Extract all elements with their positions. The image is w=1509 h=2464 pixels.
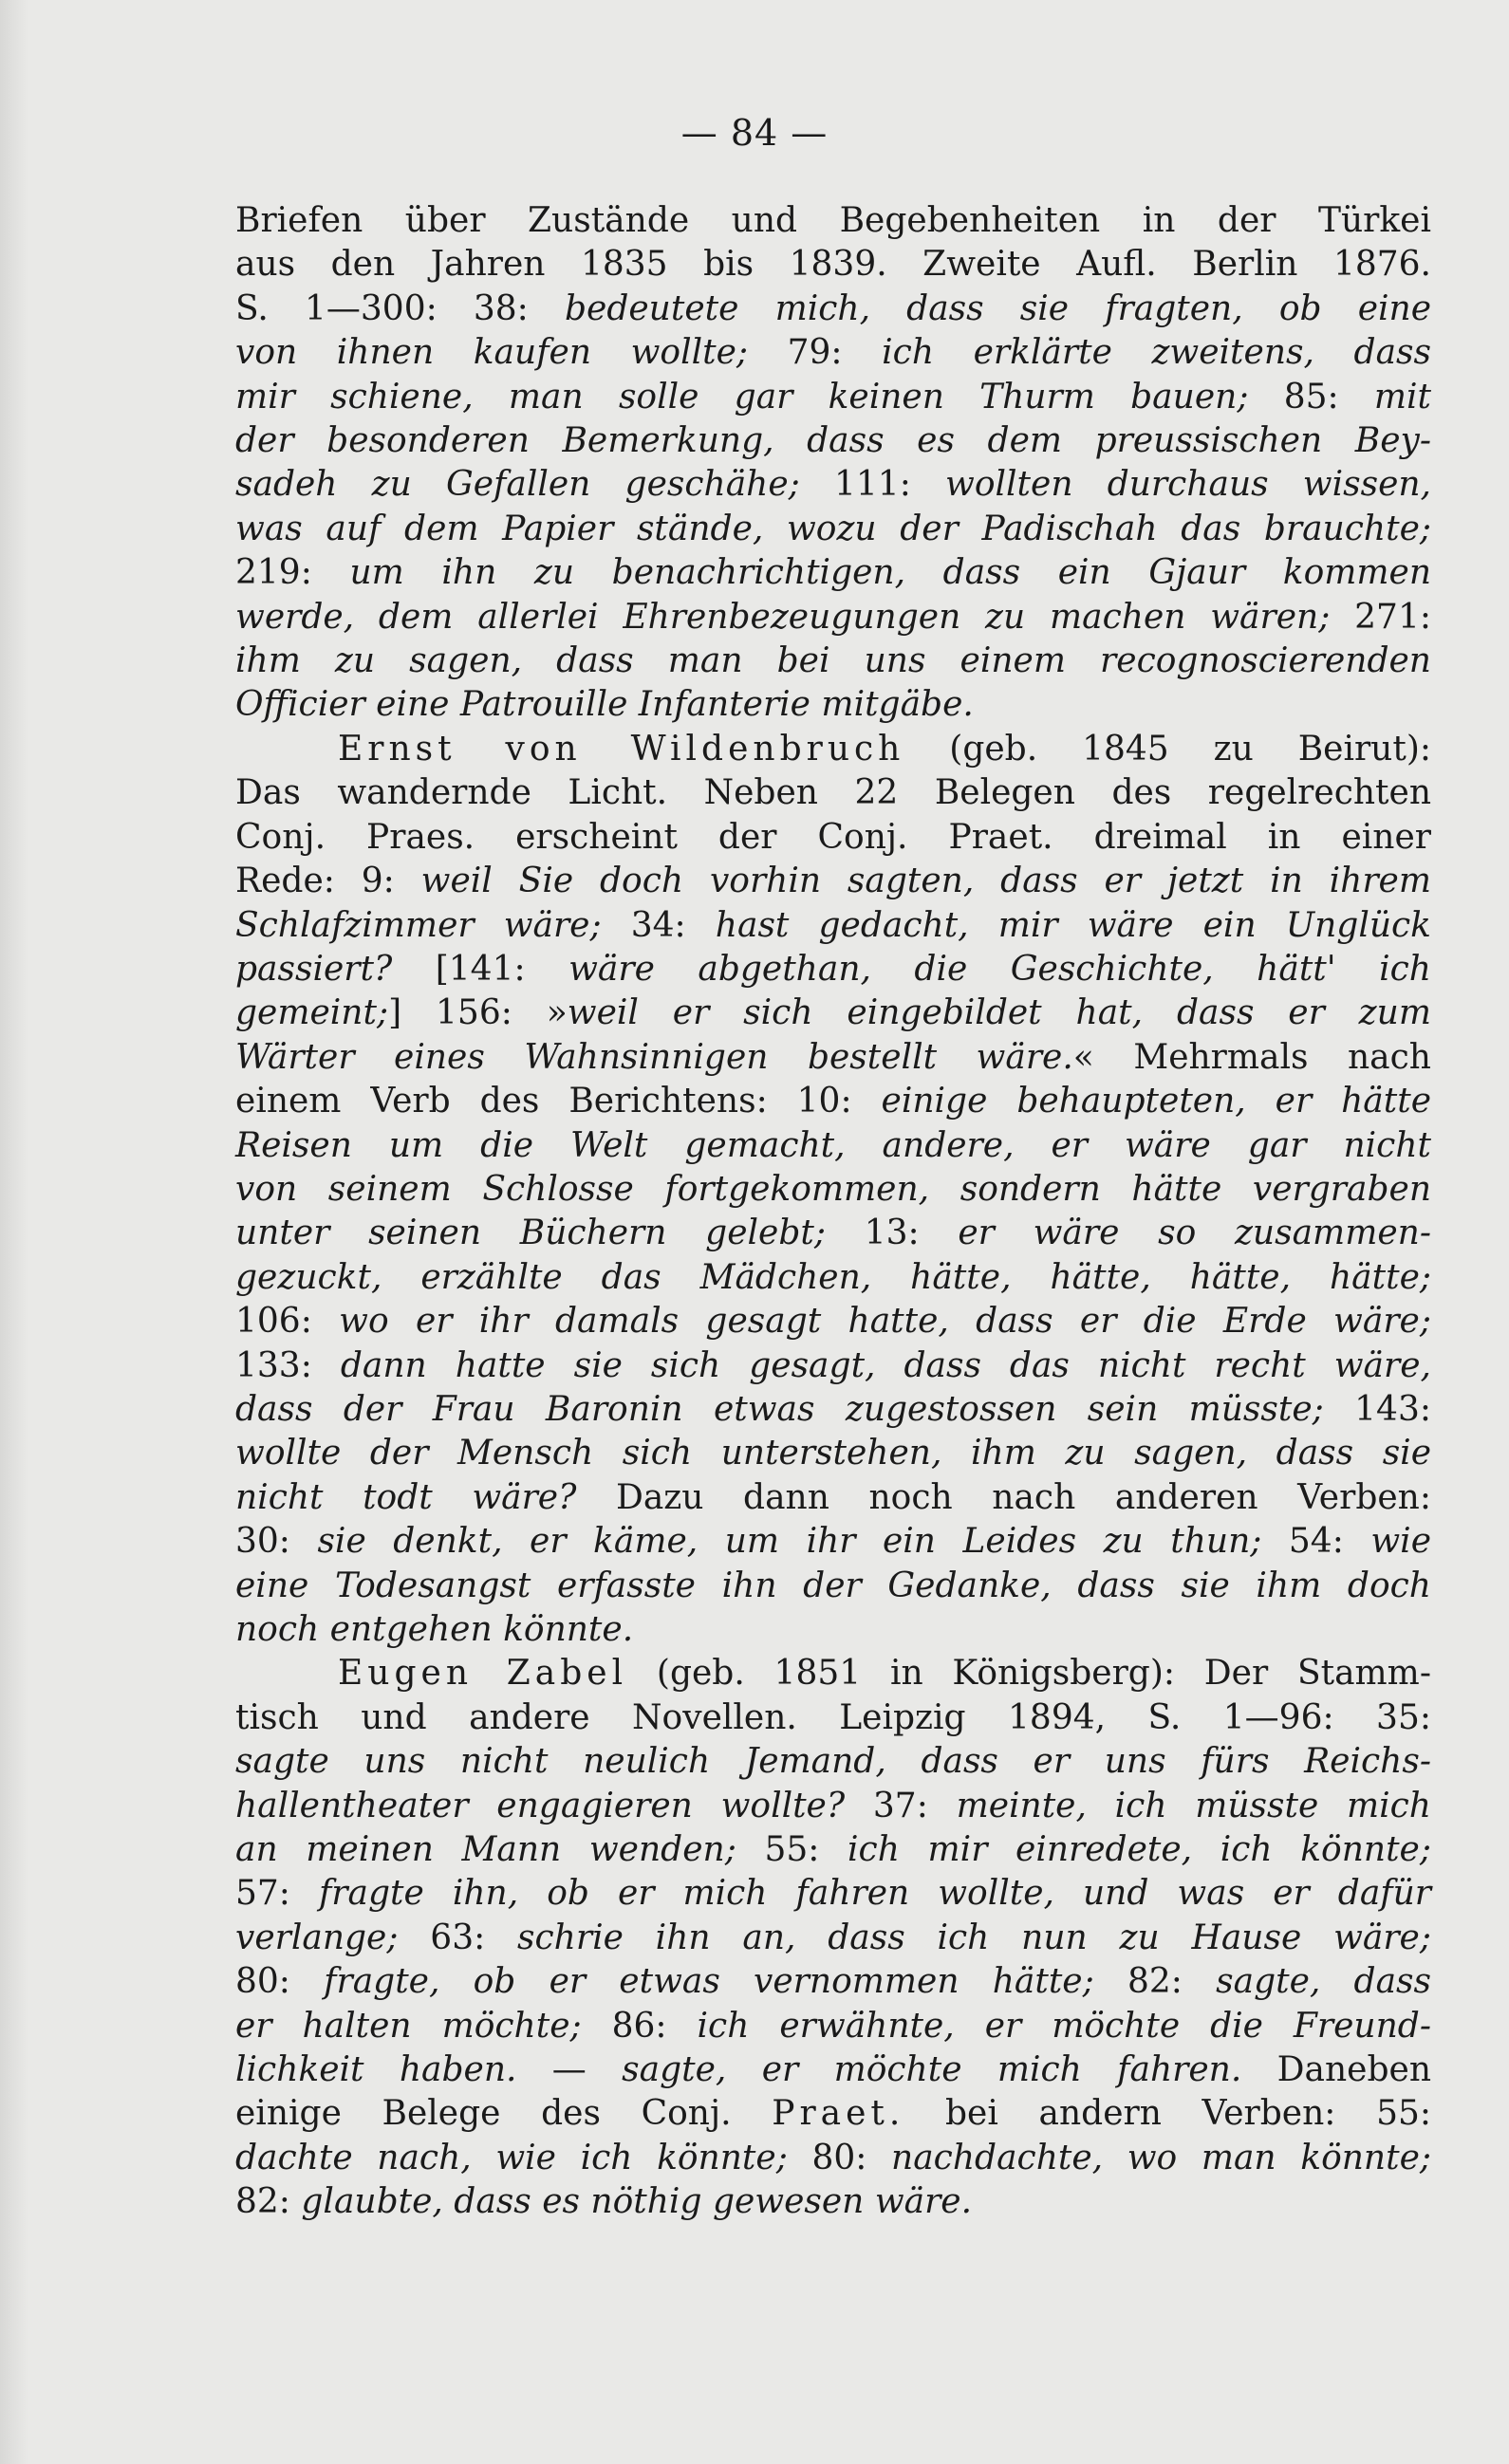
author-name: Ernst von Wildenbruch: [338, 729, 905, 769]
text-run: (geb. 1845 zu Beirut):: [904, 729, 1432, 769]
text-line: [235, 1740, 1431, 1784]
text-line: [235, 376, 1431, 419]
author-name: Eugen Zabel: [338, 1654, 628, 1694]
text-run: aus den Jahren 1835 bis 1839. Zweite Aufl. Berlin 1876.: [235, 245, 1431, 285]
scan-shadow-edge: [0, 0, 28, 2464]
text-run: 79:: [748, 333, 883, 373]
text-run: Rede: 9:: [235, 861, 421, 901]
text-run: —: [516, 2050, 623, 2090]
text-line: [235, 1168, 1431, 1212]
text-run: einige Belege des Conj.: [235, 2094, 773, 2134]
body-text: [235, 199, 1431, 2225]
italic-quote: glaubte, dass es nöthig gewesen wäre.: [301, 2182, 973, 2222]
text-line: [235, 1960, 1431, 2004]
text-line: [235, 463, 1431, 507]
text-line: [235, 2005, 1431, 2048]
text-line: [235, 728, 1431, 771]
italic-quote: lichkeit haben.: [235, 2050, 517, 2090]
text-line: [235, 1388, 1431, 1432]
italic-quote: dann hatte sie sich gesagt, dass das nicht recht wäre,: [340, 1345, 1431, 1385]
italic-quote: sagte, dass: [1216, 1962, 1431, 2002]
text-line: [235, 1565, 1431, 1608]
italic-quote: hallentheater engagieren wollte?: [235, 1786, 846, 1825]
text-run: Dazu dann noch nach anderen Verben:: [576, 1477, 1431, 1517]
text-run: bei andern Verben: 55:: [904, 2094, 1432, 2134]
italic-quote: wollten durchaus wissen,: [945, 465, 1431, 505]
text-run: 30:: [235, 1522, 318, 1562]
italic-quote: sagte, er möchte mich fahren.: [622, 2050, 1242, 2090]
text-line: [235, 860, 1431, 903]
text-line: [235, 419, 1431, 463]
text-run: Conj. Praes. erscheint der Conj. Praet. dreimal in einer: [235, 817, 1431, 857]
text-line: [235, 287, 1431, 331]
text-run: 55:: [736, 1830, 848, 1870]
text-run: 37:: [845, 1786, 957, 1825]
text-line: [235, 1520, 1431, 1564]
italic-quote: wäre abgethan, die Geschichte, hätt' ich: [568, 949, 1431, 989]
italic-quote: gemeint;: [235, 993, 389, 1033]
text-line: [235, 639, 1431, 683]
text-run: 63:: [398, 1917, 518, 1957]
italic-quote: noch entgehen könnte.: [235, 1610, 634, 1649]
italic-quote: um ihn zu benachrichtigen, dass ein Gjaur kommen: [349, 553, 1431, 593]
italic-quote: mit: [1373, 377, 1431, 417]
text-run: 54:: [1261, 1522, 1371, 1562]
text-run: S. 1—300: 38:: [235, 288, 565, 328]
italic-quote: von seinem Schlosse fortgekommen, sondern hätte vergraben: [235, 1169, 1431, 1209]
italic-quote: nicht todt wäre?: [235, 1477, 577, 1517]
italic-quote: wie: [1370, 1522, 1431, 1562]
text-run: ] 156: »: [388, 993, 568, 1033]
text-line: [235, 1476, 1431, 1520]
italic-quote: ihm zu sagen, dass man bei uns einem recognoscierenden: [235, 641, 1431, 681]
italic-quote: ich mir einredete, ich könnte;: [848, 1830, 1431, 1870]
author-name: Praet.: [772, 2094, 905, 2134]
italic-quote: werde, dem allerlei Ehrenbezeugungen zu machen wären;: [235, 597, 1331, 637]
italic-quote: weil Sie doch vorhin sagten, dass er jetzt in ihrem: [420, 861, 1431, 901]
italic-quote: von ihnen kaufen wollte;: [235, 333, 749, 373]
text-line: [235, 1828, 1431, 1872]
text-line: [235, 1696, 1431, 1740]
italic-quote: schrie ihn an, dass ich nun zu Hause wäre;: [517, 1917, 1431, 1957]
text-line: [235, 816, 1431, 860]
page-number: — 84 —: [680, 112, 829, 154]
text-run: 34:: [601, 905, 716, 945]
italic-quote: wo er ihr damals gesagt hatte, dass er die Erde wäre;: [339, 1302, 1431, 1342]
italic-quote: Reisen um die Welt gemacht, andere, er wäre gar nicht: [235, 1125, 1431, 1165]
italic-quote: dass der Frau Baronin etwas zugestossen sein müsste;: [235, 1389, 1324, 1429]
text-run: 80:: [235, 1962, 325, 2002]
text-line: [235, 243, 1431, 287]
italic-quote: weil er sich eingebildet hat, dass er zum: [567, 993, 1431, 1033]
italic-quote: nachdachte, wo man könnte;: [891, 2138, 1432, 2177]
text-line: [235, 1124, 1431, 1168]
text-line: [235, 948, 1431, 991]
text-run: 106:: [235, 1302, 340, 1342]
text-line: [235, 2092, 1431, 2136]
text-run: Daneben: [1241, 2050, 1432, 2090]
text-line: [235, 331, 1431, 375]
italic-quote: Wärter eines Wahnsinnigen bestellt wäre.: [235, 1037, 1073, 1077]
italic-quote: fragte ihn, ob er mich fahren wollte, und was er dafür: [318, 1874, 1431, 1914]
text-line: [235, 2137, 1431, 2180]
text-line: [235, 1256, 1431, 1300]
text-line: [235, 1652, 1431, 1695]
text-run: 111:: [799, 465, 946, 505]
text-run: 85:: [1248, 377, 1374, 417]
italic-quote: verlange;: [235, 1917, 399, 1957]
text-line: [235, 904, 1431, 948]
text-line: [235, 991, 1431, 1035]
text-run: [141:: [392, 949, 569, 989]
text-line: [235, 1872, 1431, 1916]
text-run: einem Verb des Berichtens: 10:: [235, 1082, 882, 1121]
text-run: 82:: [1093, 1962, 1217, 2002]
text-line: [235, 551, 1431, 595]
text-line: [235, 1608, 1431, 1652]
text-run: 219:: [235, 553, 350, 593]
italic-quote: der besonderen Bemerkung, dass es dem preussischen Bey-: [235, 421, 1431, 461]
text-line: [235, 683, 1431, 727]
text-line: [235, 1080, 1431, 1123]
text-line: [235, 1212, 1431, 1255]
italic-quote: er wäre so zusammen-: [958, 1213, 1431, 1253]
text-run: 143:: [1323, 1389, 1431, 1429]
italic-quote: ich erklärte zweitens, dass: [882, 333, 1431, 373]
italic-quote: bedeutete mich, dass sie fragten, ob eine: [564, 288, 1432, 328]
text-run: Briefen über Zustände und Begebenheiten in der Türkei: [235, 201, 1431, 240]
text-line: [235, 1432, 1431, 1475]
text-line: [235, 2180, 1431, 2224]
italic-quote: er halten möchte;: [235, 2006, 582, 2046]
italic-quote: wollte der Mensch sich unterstehen, ihm zu sagen, dass sie: [235, 1434, 1431, 1473]
text-run: Das wandernde Licht. Neben 22 Belegen des regelrechten: [235, 773, 1431, 813]
text-line: [235, 771, 1431, 815]
text-run: 80:: [787, 2138, 892, 2177]
italic-quote: meinte, ich müsste mich: [956, 1786, 1431, 1825]
italic-quote: Schlafzimmer wäre;: [235, 905, 602, 945]
text-line: [235, 1785, 1431, 1828]
text-run: 271:: [1330, 597, 1431, 637]
italic-quote: mir schiene, man solle gar keinen Thurm bauen;: [235, 377, 1249, 417]
text-line: [235, 596, 1431, 639]
text-run: « Mehrmals nach: [1072, 1037, 1431, 1077]
italic-quote: an meinen Mann wenden;: [235, 1830, 736, 1870]
italic-quote: gezuckt, erzählte das Mädchen, hätte, hätte, hätte, hätte;: [235, 1257, 1431, 1297]
italic-quote: sadeh zu Gefallen geschähe;: [235, 465, 800, 505]
text-run: 86:: [581, 2006, 698, 2046]
italic-quote: fragte, ob er etwas vernommen hätte;: [324, 1962, 1094, 2002]
italic-quote: einige behaupteten, er hätte: [881, 1082, 1431, 1121]
text-line: [235, 1300, 1431, 1343]
text-run: 133:: [235, 1345, 341, 1385]
text-line: [235, 2048, 1431, 2092]
text-line: [235, 199, 1431, 243]
text-run: 13:: [825, 1213, 959, 1253]
italic-quote: dachte nach, wie ich könnte;: [235, 2138, 788, 2177]
italic-quote: eine Todesangst erfasste ihn der Gedanke, dass sie ihm doch: [235, 1565, 1431, 1605]
text-run: 82:: [235, 2182, 302, 2222]
italic-quote: sagte uns nicht neulich Jemand, dass er uns fürs Reichs-: [235, 1742, 1431, 1782]
text-line: [235, 1036, 1431, 1080]
text-line: [235, 1917, 1431, 1960]
italic-quote: Officier eine Patrouille Infanterie mitgäbe.: [235, 685, 974, 725]
italic-quote: hast gedacht, mir wäre ein Unglück: [715, 905, 1431, 945]
text-run: tisch und andere Novellen. Leipzig 1894, S. 1—96: 35:: [235, 1697, 1431, 1737]
text-run: (geb. 1851 in Königsberg): Der Stamm-: [627, 1654, 1431, 1694]
italic-quote: ich erwähnte, er möchte die Freund-: [697, 2006, 1432, 2046]
italic-quote: unter seinen Büchern gelebt;: [235, 1213, 826, 1253]
text-run: 57:: [235, 1874, 319, 1914]
text-line: [235, 1344, 1431, 1388]
italic-quote: passiert?: [235, 949, 393, 989]
italic-quote: sie denkt, er käme, um ihr ein Leides zu thun;: [317, 1522, 1262, 1562]
italic-quote: was auf dem Papier stände, wozu der Padischah das brauchte;: [235, 509, 1431, 548]
text-line: [235, 508, 1431, 551]
